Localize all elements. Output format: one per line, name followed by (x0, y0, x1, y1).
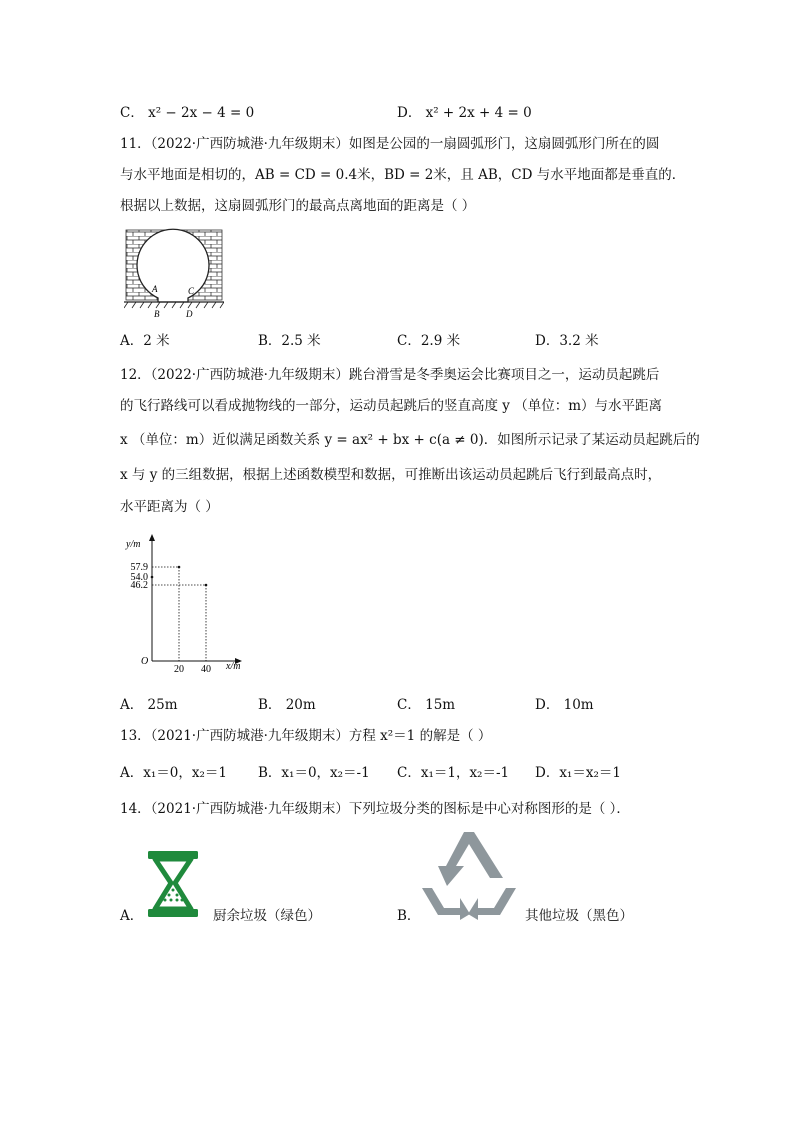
q13-option-d: D．x₁＝x₂＝1 (535, 765, 621, 781)
x-tick-label-1: 40 (201, 664, 211, 674)
q13-stem: 13．（2021·广西防城港·九年级期末）方程 x²＝1 的解是（ ） (120, 728, 492, 744)
q13-option-c: C．x₁＝1，x₂＝-1 (397, 765, 510, 781)
point-a-label: A (152, 284, 158, 294)
y-tick-label-0: 57.9 (130, 562, 148, 573)
q11-option-b: B．2.5 米 (258, 333, 321, 349)
kitchen-waste-hourglass-icon (147, 850, 199, 918)
q14-option-b-letter: B． (397, 908, 421, 924)
y-tick-label-1: 54.0 (130, 572, 148, 583)
q11-option-c: C．2.9 米 (397, 333, 461, 349)
q11-option-a: A．2 米 (120, 333, 170, 349)
q12-option-a: A． 25m (120, 697, 178, 713)
trajectory-chart (122, 532, 254, 674)
q10-option-c: C． x² − 2x − 4 = 0 (120, 105, 255, 121)
x-tick-label-0: 20 (174, 664, 184, 674)
other-waste-triangle-icon (420, 828, 518, 920)
y-tick-label-2: 46.2 (130, 580, 148, 591)
point-d-label: D (186, 309, 193, 319)
data-point-1 (178, 566, 181, 569)
q14-option-a-label: 厨余垃圾（绿色） (213, 908, 321, 924)
q12-stem-line2: 的飞行路线可以看成抛物线的一部分，运动员起跳后的竖直高度 y （单位：m）与水平距离 (120, 398, 663, 414)
q14-stem: 14．（2021·广西防城港·九年级期末）下列垃圾分类的图标是中心对称图形的是（ ）． (120, 801, 630, 817)
q12-stem-line1: 12．（2022·广西防城港·九年级期末）跳台滑雪是冬季奥运会比赛项目之一，运动员起跳后 (120, 367, 660, 383)
q14-option-b-label: 其他垃圾（黑色） (525, 908, 633, 924)
data-point-0 (151, 576, 154, 579)
point-b-label: B (154, 309, 160, 319)
q13-option-b: B．x₁＝0，x₂＝-1 (258, 765, 370, 781)
x-axis-label: x/m (226, 661, 241, 672)
q11-stem-line3: 根据以上数据，这扇圆弧形门的最高点离地面的距离是（ ） (120, 198, 476, 214)
q12-stem-line4: x 与 y 的三组数据，根据上述函数模型和数据，可推断出该运动员起跳后飞行到最高点时， (120, 467, 662, 483)
q11-stem-line1: 11．（2022·广西防城港·九年级期末）如图是公园的一扇圆弧形门，这扇圆弧形门所在的圆 (120, 136, 660, 152)
y-axis-arrow (149, 534, 155, 541)
data-point-2 (205, 584, 208, 587)
q11-stem-line2: 与水平地面是相切的，AB = CD = 0.4米，BD = 2米，且 AB，CD 与水平地面都是垂直的． (120, 167, 686, 183)
q13-option-a: A．x₁＝0，x₂＝1 (120, 765, 227, 781)
q10-option-d: D． x² + 2x + 4 = 0 (397, 105, 532, 121)
q12-stem-line3: x （单位：m）近似满足函数关系 y = ax² + bx + c(a ≠ 0)．如图所示记录了某运动员起跳后的 (120, 432, 700, 448)
q14-option-a-letter: A． (120, 908, 144, 924)
q12-option-d: D． 10m (535, 697, 594, 713)
q12-option-c: C． 15m (397, 697, 456, 713)
origin-label: O (141, 656, 149, 667)
q12-option-b: B． 20m (258, 697, 316, 713)
point-c-label: C (188, 286, 195, 296)
y-axis-label: y/m (126, 539, 141, 550)
q11-option-d: D．3.2 米 (535, 333, 599, 349)
q12-stem-line5: 水平距离为（ ） (120, 499, 219, 515)
arch-door-figure (124, 228, 224, 320)
